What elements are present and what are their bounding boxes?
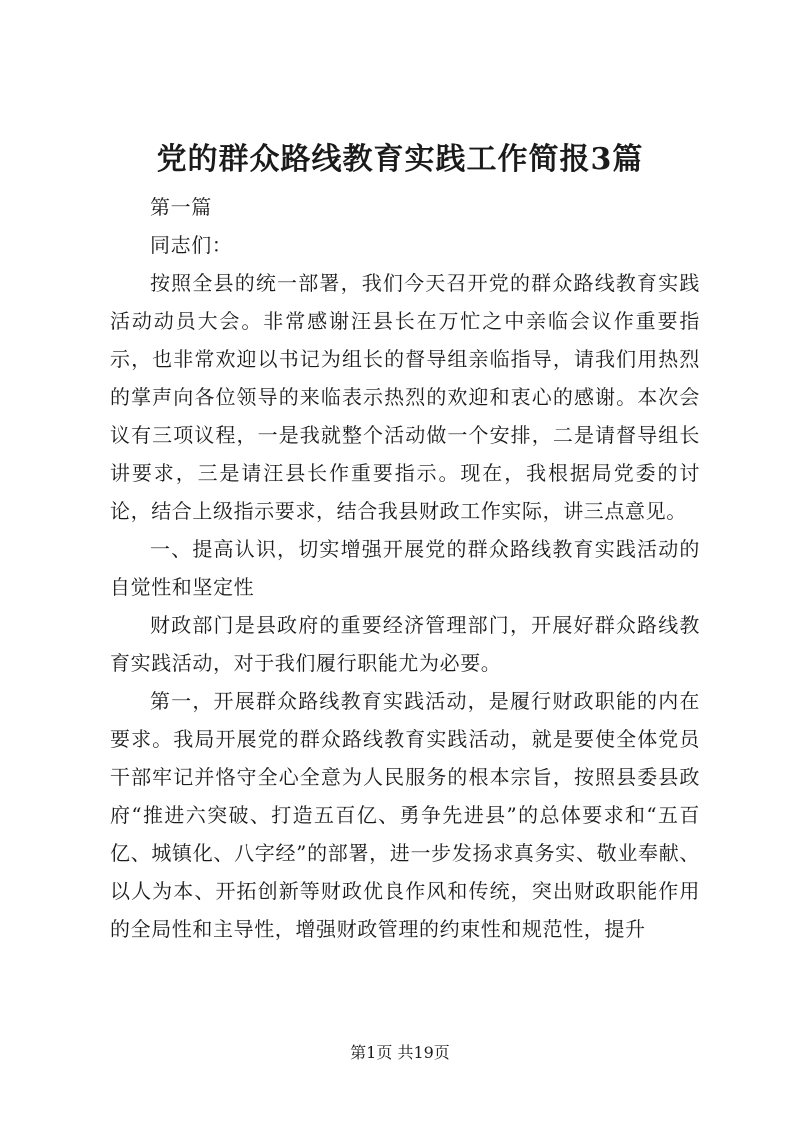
document-title: 党的群众路线教育实践工作简报3篇 <box>156 142 644 177</box>
paragraph: 按照全县的统一部署，我们今天召开党的群众路线教育实践活动动员大会。非常感谢汪县长在万忙之中亲临会议作重要指示，也非常欢迎以书记为组长的督导组亲临指导，请我们用热烈的掌声向各位领导的来临表示热烈的欢迎和衷心的感谢。本次会议有三项议程，一是我就整个活动做一个安排，二是请督导组长讲要求，三是请汪县长作重要指示。现在，我根据局党委的讨论，结合上级指示要求，结合我县财政工作实际，讲三点意见。 <box>110 271 700 523</box>
paragraph: 财政部门是县政府的重要经济管理部门，开展好群众路线教育实践活动，对于我们履行职能尤为必要。 <box>110 613 700 675</box>
paragraph: 一、提高认识，切实增强开展党的群众路线教育实践活动的自觉性和坚定性 <box>110 537 700 599</box>
section-heading: 第一篇 <box>150 195 212 219</box>
paragraph: 第一，开展群众路线教育实践活动，是履行财政职能的内在要求。我局开展党的群众路线教育实践活动，就是要使全体党员干部牢记并恪守全心全意为人民服务的根本宗旨，按照县委县政府“推进六突破、打造五百亿、勇争先进县”的总体要求和“五百亿、城镇化、八字经”的部署，进一步发扬求真务实、敬业奉献、以人为本、开拓创新等财政优良作风和传统，突出财政职能作用的全局性和主导性，增强财政管理的约束性和规范性，提升 <box>110 689 700 941</box>
salutation: 同志们： <box>150 233 233 257</box>
document-body <box>110 188 700 948</box>
page-number-footer: 第1页 共19页 <box>350 1043 450 1062</box>
